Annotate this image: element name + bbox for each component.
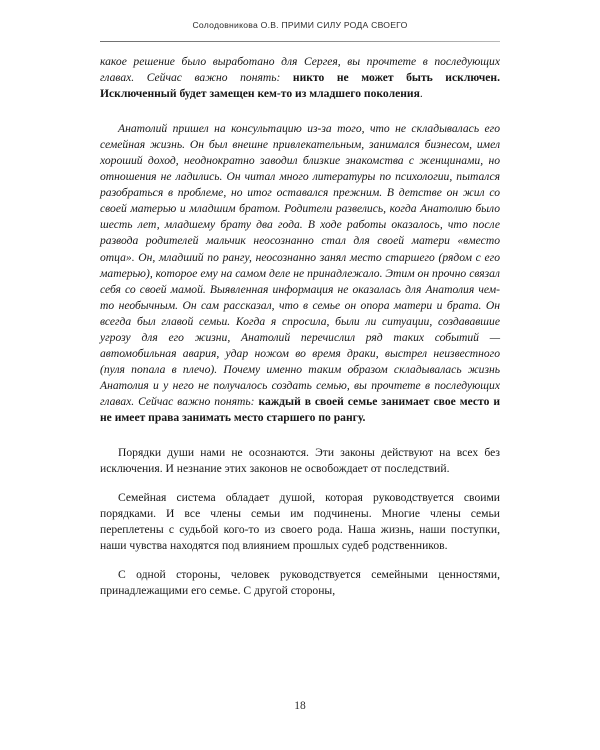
paragraph-4-text: Семейная система обладает душой, которая руководствуется своими порядками. И все члены семьи им подчинены. Многие члены семьи переплетены с судьбой кого-то из своего рода. Наша жизнь, наши поступки, наши чувства находятся под влиянием прошлых судеб родственников.: [100, 491, 500, 553]
paragraph-orders-of-soul: [100, 445, 500, 477]
paragraph-5-text: С одной стороны, человек руководствуется семейными ценностями, принадлежащими его семье. С другой стороны,: [100, 568, 500, 598]
page-number: 18: [294, 700, 306, 712]
paragraph-family-system: [100, 490, 500, 554]
paragraph-family-values: [100, 567, 500, 599]
paragraph-continuation: [100, 54, 500, 102]
paragraph-1-italic-lead: какое решение было выработано для Сергея, вы прочтете в последующих главах. Сейчас важно понять:: [100, 55, 500, 85]
running-head: Солодовникова О.В. ПРИМИ СИЛУ РОДА СВОЕГО: [192, 20, 408, 30]
paragraph-3-text: Порядки души нами не осознаются. Эти законы действуют на всех без исключения. И незнание этих законов не освобождает от последствий.: [100, 446, 500, 476]
paragraph-2-italic-lead: Анатолий пришел на консультацию из-за того, что не складывалась его семейная жизнь. Он был внешне привлекательным, занимался бизнесом, имел хороший доход, неоднократно заводил близкие знакомства с женщинами, но отношения не ладились. Он читал много литературы по психологии, пытался разобраться в проблеме, но итог оставался прежним. В детстве он жил со своей матерью и младшим братом. Родители развелись, когда Анатолию было шесть лет, младшему брату два года. В ходе работы оказалось, что после развода родителей мальчик неосознанно стал для своей матери «вместо отца». Он, младший по рангу, неосознанно занял место старшего (рядом с его матерью), которое ему на самом деле не принадлежало. Этим он прочно связал себя со своей мамой. Выявленная информация не оказалась для Анатолия чем-то необычным. Он сам рассказал, что в семье он опора матери и брата. Он всегда был главой семьи. Когда я спросила, были ли ситуации, создававшие угрозу для его жизни, Анатолий перечислил ряд таких событий — автомобильная авария, удар ножом во время драки, выстрел неизвестного (пуля попала в плечо). Почему именно таким образом складывалась жизнь Анатолия и у него не получалось создать семью, вы прочтете в последующих главах. Сейчас важно понять:: [100, 122, 500, 408]
paragraph-case-study: [100, 121, 500, 426]
text-column: [100, 54, 500, 599]
paragraph-1-period: .: [419, 87, 423, 101]
running-head-rule: [100, 41, 500, 42]
paragraph-2-bold-tail: каждый в своей семье занимает свое место и не имеет права занимать место старшего по рангу.: [100, 394, 500, 424]
paragraph-1-bold-tail: никто не может быть исключен. Исключенный будет замещен кем-то из младшего поколения: [100, 71, 501, 101]
